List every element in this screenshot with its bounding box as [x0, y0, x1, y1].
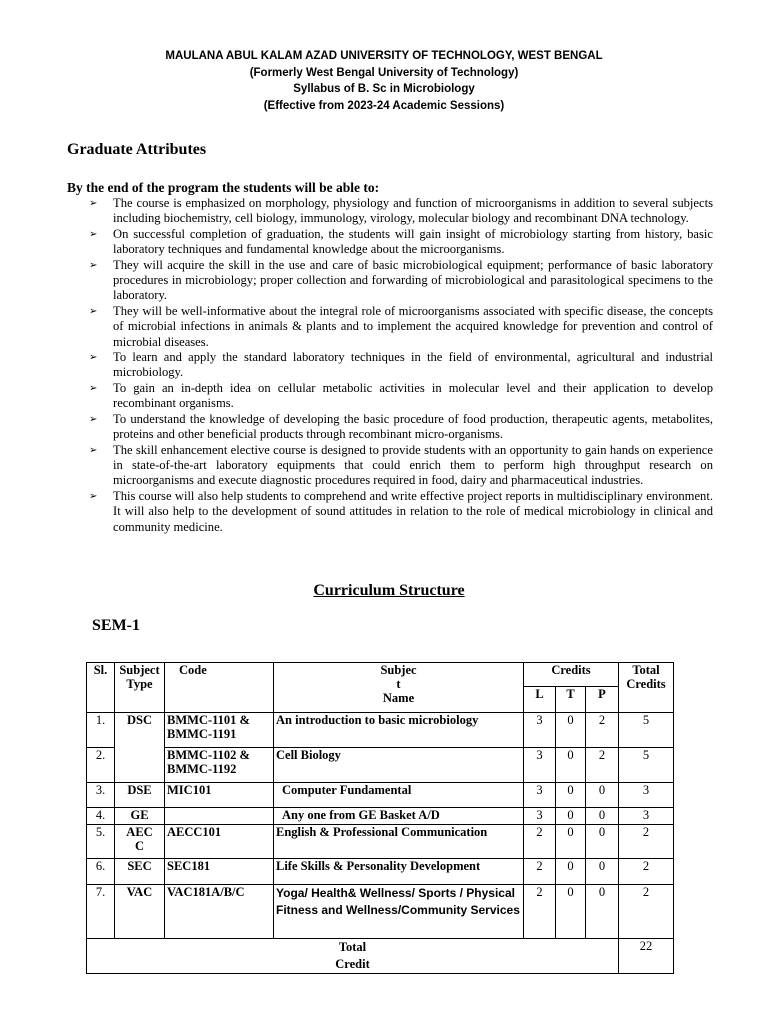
cell-name: An introduction to basic microbiology	[274, 713, 524, 748]
cell-sl: 5.	[87, 825, 115, 859]
arrow-bullet-icon: ➢	[89, 259, 98, 271]
cell-name: Computer Fundamental	[274, 783, 524, 808]
total-credit-label: Total Credit	[87, 939, 619, 974]
header-total-credits: Total Credits	[619, 663, 674, 713]
cell-sl: 6.	[87, 859, 115, 885]
effective-session: (Effective from 2023-24 Academic Sessions)	[263, 99, 505, 112]
document-header	[0, 48, 768, 114]
arrow-bullet-icon: ➢	[89, 444, 98, 456]
cell-p: 2	[586, 748, 619, 783]
graduate-attribute-text: They will acquire the skill in the use and care of basic microbiological equipment; performance of basic laboratory procedures in microbiology; proper collection and forwarding of microbiological and parasitological specimens to the laboratory.	[113, 257, 713, 303]
graduate-attribute-item	[89, 304, 713, 350]
graduate-attribute-item	[89, 381, 713, 412]
cell-code: VAC181A/B/C	[165, 885, 274, 939]
graduate-attribute-text: To gain an in-depth idea on cellular metabolic activities in molecular level and their application to develop recombinant organisms.	[113, 380, 713, 411]
header-subject-name: Subjec t Name	[274, 663, 524, 713]
graduate-attribute-item	[89, 350, 713, 381]
graduate-attribute-text: To learn and apply the standard laboratory techniques in the field of environmental, agricultural and industrial microbiology.	[113, 350, 713, 380]
graduate-attributes-intro: By the end of the program the students will be able to:	[67, 180, 380, 195]
graduate-attribute-item	[89, 258, 713, 304]
cell-total: 2	[619, 825, 674, 859]
arrow-bullet-icon: ➢	[89, 305, 98, 317]
total-credit-value: 22	[619, 939, 674, 974]
graduate-attribute-item	[89, 489, 713, 535]
graduate-attributes-title: Graduate Attributes	[67, 141, 207, 158]
cell-sl: 3.	[87, 783, 115, 808]
table-row	[87, 859, 674, 885]
cell-sl: 2.	[87, 748, 115, 783]
cell-total: 5	[619, 748, 674, 783]
cell-l: 2	[524, 885, 556, 939]
arrow-bullet-icon: ➢	[89, 382, 98, 394]
header-l: L	[524, 687, 556, 713]
cell-type: SEC	[115, 859, 165, 885]
arrow-bullet-icon: ➢	[89, 352, 98, 364]
graduate-attribute-item	[89, 227, 713, 258]
cell-t: 0	[556, 859, 586, 885]
arrow-bullet-icon: ➢	[89, 228, 98, 240]
header-credits: Credits	[524, 663, 619, 687]
cell-code: BMMC-1102 & BMMC-1192	[165, 748, 274, 783]
cell-t: 0	[556, 825, 586, 859]
cell-name: Life Skills & Personality Development	[274, 859, 524, 885]
cell-sl: 1.	[87, 713, 115, 748]
cell-sl: 7.	[87, 885, 115, 939]
cell-code: AECC101	[165, 825, 274, 859]
cell-name: English & Professional Communication	[274, 825, 524, 859]
cell-total: 5	[619, 713, 674, 748]
arrow-bullet-icon: ➢	[89, 198, 98, 209]
header-sl: Sl.	[87, 663, 115, 713]
cell-l: 3	[524, 748, 556, 783]
table-row	[87, 885, 674, 939]
cell-p: 0	[586, 885, 619, 939]
table-row	[87, 825, 674, 859]
cell-t: 0	[556, 808, 586, 825]
arrow-bullet-icon: ➢	[89, 413, 98, 425]
cell-type: AEC C	[115, 825, 165, 859]
semester-label: SEM-1	[92, 617, 140, 634]
header-p: P	[586, 687, 619, 713]
curriculum-structure-title: Curriculum Structure	[313, 582, 465, 599]
cell-p: 0	[586, 825, 619, 859]
table-row	[87, 748, 674, 783]
cell-type: VAC	[115, 885, 165, 939]
cell-type: GE	[115, 808, 165, 825]
graduate-attribute-item	[89, 443, 713, 489]
cell-total: 3	[619, 808, 674, 825]
cell-l: 2	[524, 825, 556, 859]
header-subject-type: Subject Type	[115, 663, 165, 713]
graduate-attribute-text: To understand the knowledge of developing the basic procedure of food production, therapeutic agents, metabolites, proteins and other beneficial products through recombinant micro-organisms.	[113, 411, 713, 442]
cell-l: 3	[524, 713, 556, 748]
header-code: Code	[165, 663, 274, 713]
cell-code: SEC181	[165, 859, 274, 885]
table-row	[87, 713, 674, 748]
curriculum-table	[86, 662, 674, 974]
cell-p: 0	[586, 808, 619, 825]
graduate-attribute-text: The course is emphasized on morphology, physiology and function of microorganisms in addition to several subjects including biochemistry, cell biology, immunology, virology, molecular biology and recombinant DNA technology.	[113, 196, 713, 226]
cell-l: 3	[524, 783, 556, 808]
cell-total: 2	[619, 859, 674, 885]
former-name: (Formerly West Bengal University of Technology)	[249, 66, 519, 79]
graduate-attribute-text: The skill enhancement elective course is designed to provide students with an opportunity to gain hands on experience in state-of-the-art laboratory equipments that could enrich them to perform high throughput research on microorganisms and execute diagnostic procedures required in food, dairy and pharmaceutical industries.	[113, 442, 713, 488]
cell-t: 0	[556, 713, 586, 748]
cell-total: 2	[619, 885, 674, 939]
cell-name: Cell Biology	[274, 748, 524, 783]
arrow-bullet-icon: ➢	[89, 490, 98, 502]
cell-type: DSC	[115, 713, 165, 748]
cell-code: MIC101	[165, 783, 274, 808]
graduate-attribute-text: This course will also help students to comprehend and write effective project reports in multidisciplinary environment. It will also help to the development of sound attitudes in relation to the role of medical microbiology in clinical and community medicine.	[113, 488, 713, 534]
cell-t: 0	[556, 748, 586, 783]
cell-name: Any one from GE Basket A/D	[274, 808, 524, 825]
cell-type	[115, 748, 165, 783]
graduate-attribute-item	[89, 196, 713, 227]
graduate-attribute-text: They will be well-informative about the integral role of microorganisms associated with specific disease, the concepts of microbial infections in animals & plants and to implement the acquired knowledge for prevention and control of microbial diseases.	[113, 303, 713, 349]
total-row	[87, 939, 674, 974]
table-row	[87, 808, 674, 825]
graduate-attribute-item	[89, 412, 713, 443]
cell-total: 3	[619, 783, 674, 808]
cell-type: DSE	[115, 783, 165, 808]
syllabus-title: Syllabus of B. Sc in Microbiology	[293, 83, 475, 95]
cell-p: 2	[586, 713, 619, 748]
cell-t: 0	[556, 885, 586, 939]
header-t: T	[556, 687, 586, 713]
table-row	[87, 783, 674, 808]
university-name: MAULANA ABUL KALAM AZAD UNIVERSITY OF TECHNOLOGY, WEST BENGAL	[165, 50, 603, 62]
cell-p: 0	[586, 783, 619, 808]
cell-sl: 4.	[87, 808, 115, 825]
graduate-attributes-list	[89, 196, 713, 535]
cell-t: 0	[556, 783, 586, 808]
graduate-attribute-text: On successful completion of graduation, the students will gain insight of microbiology starting from history, basic laboratory techniques and fundamental knowledge about the microorganisms.	[113, 226, 713, 257]
cell-l: 2	[524, 859, 556, 885]
cell-p: 0	[586, 859, 619, 885]
cell-name: Yoga/ Health& Wellness/ Sports / Physical Fitness and Wellness/Community Services	[274, 885, 524, 939]
cell-l: 3	[524, 808, 556, 825]
cell-code: BMMC-1101 & BMMC-1191	[165, 713, 274, 748]
cell-code	[165, 808, 274, 825]
